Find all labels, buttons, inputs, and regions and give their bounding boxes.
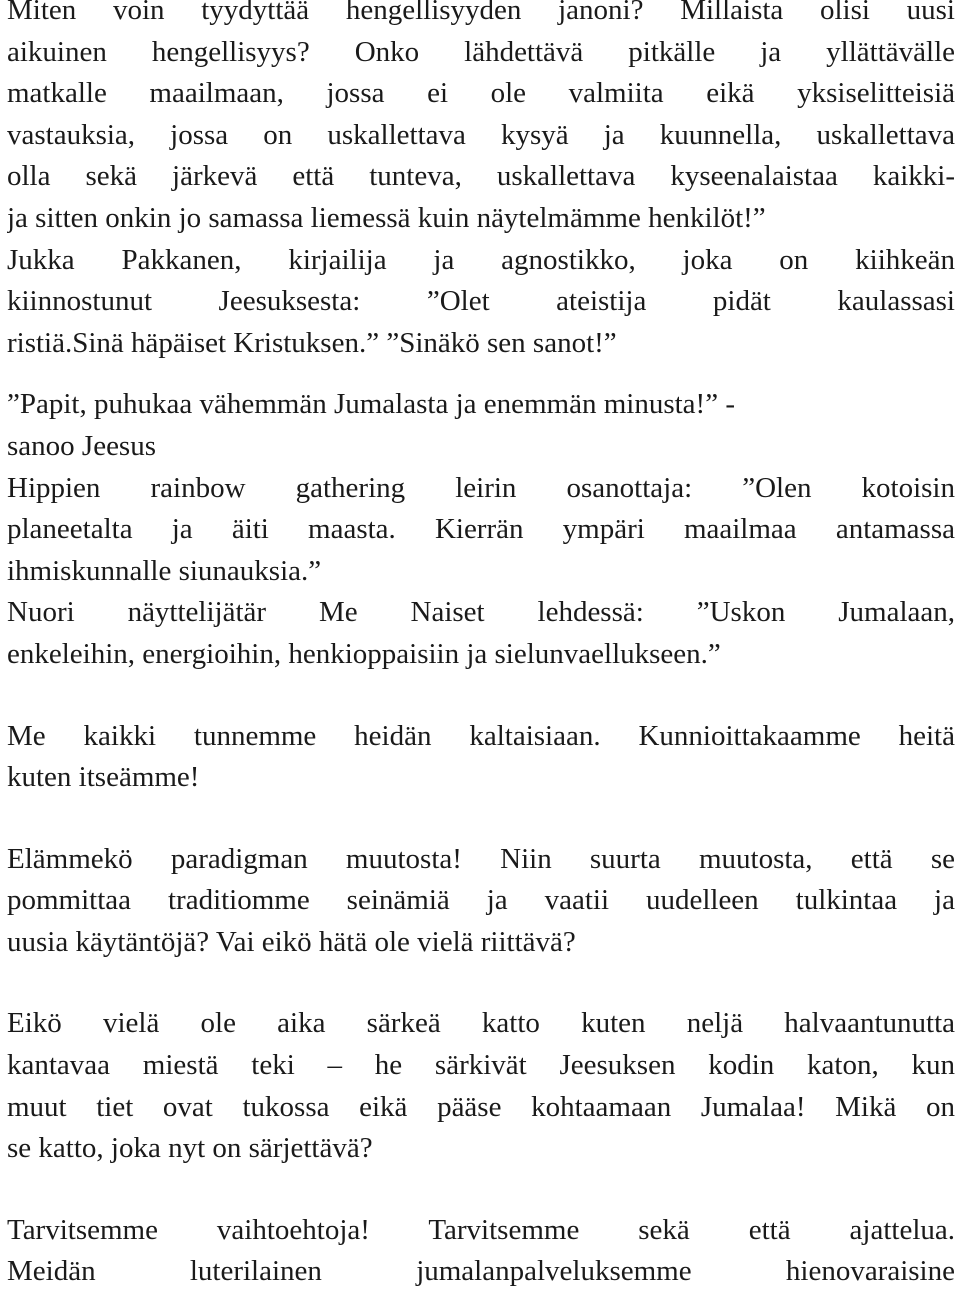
text-line: Jukka Pakkanen, kirjailija ja agnostikko, joka on kiihkeän [7, 243, 955, 276]
text-line: Hippien rainbow gathering leirin osanottaja: ”Olen kotoisin [7, 471, 955, 504]
text-line: kantavaa miestä teki – he särkivät Jeesuksen kodin katon, kun [7, 1049, 955, 1082]
text-line: Miten voin tyydyttää hengellisyyden janoni? Millaista olisi uusi [7, 0, 955, 26]
text-line: se katto, joka nyt on särjettävä? [7, 1132, 373, 1165]
text-line: planeetalta ja äiti maasta. Kierrän ympäri maailmaa antamassa [7, 513, 955, 546]
text-line: muut tiet ovat tukossa eikä pääse kohtaamaan Jumalaa! Mikä on [7, 1090, 955, 1123]
text-line: ja sitten onkin jo samassa liemessä kuin näytelmämme henkilöt!” [7, 201, 766, 234]
text-line: kuten itseämme! [7, 761, 200, 794]
text-line: ristiä.Sinä häpäiset Kristuksen.” ”Sinäkö sen sanot!” [7, 326, 617, 359]
text-line: Me kaikki tunnemme heidän kaltaisiaan. Kunnioittakaamme heitä [7, 719, 955, 752]
text-line: vastauksia, jossa on uskallettava kysyä ja kuunnella, uskallettava [7, 118, 955, 151]
text-line: uusia käytäntöjä? Vai eikö hätä ole vielä riittävä? [7, 925, 576, 958]
text-line: matkalle maailmaan, jossa ei ole valmiita eikä yksiselitteisiä [7, 77, 955, 110]
text-line: Nuori näyttelijätär Me Naiset lehdessä: ”Uskon Jumalaan, [7, 596, 955, 629]
document-page [7, 0, 955, 1293]
text-line: Meidän luterilainen jumalanpalveluksemme hienovaraisine [7, 1255, 955, 1288]
text-line: sanoo Jeesus [7, 429, 157, 462]
text-line: Elämmekö paradigman muutosta! Niin suurta muutosta, että se [7, 842, 955, 875]
text-line: olla sekä järkevä että tunteva, uskallettava kyseenalaistaa kaikki- [7, 160, 955, 193]
text-line: ihmiskunnalle siunauksia.” [7, 554, 322, 587]
text-line: aikuinen hengellisyys? Onko lähdettävä pitkälle ja yllättävälle [7, 35, 955, 68]
text-line: ”Papit, puhukaa vähemmän Jumalasta ja enemmän minusta!” - [7, 388, 735, 421]
text-line: Tarvitsemme vaihtoehtoja! Tarvitsemme sekä että ajattelua. [7, 1213, 955, 1246]
text-line: Eikö vielä ole aika särkeä katto kuten neljä halvaantunutta [7, 1007, 955, 1040]
text-line: pommittaa traditiomme seinämiä ja vaatii uudelleen tulkintaa ja [7, 884, 955, 917]
text-line: kiinnostunut Jeesuksesta: ”Olet ateistija pidät kaulassasi [7, 285, 955, 318]
text-line: enkeleihin, energioihin, henkioppaisiin ja sielunvaellukseen.” [7, 637, 721, 670]
